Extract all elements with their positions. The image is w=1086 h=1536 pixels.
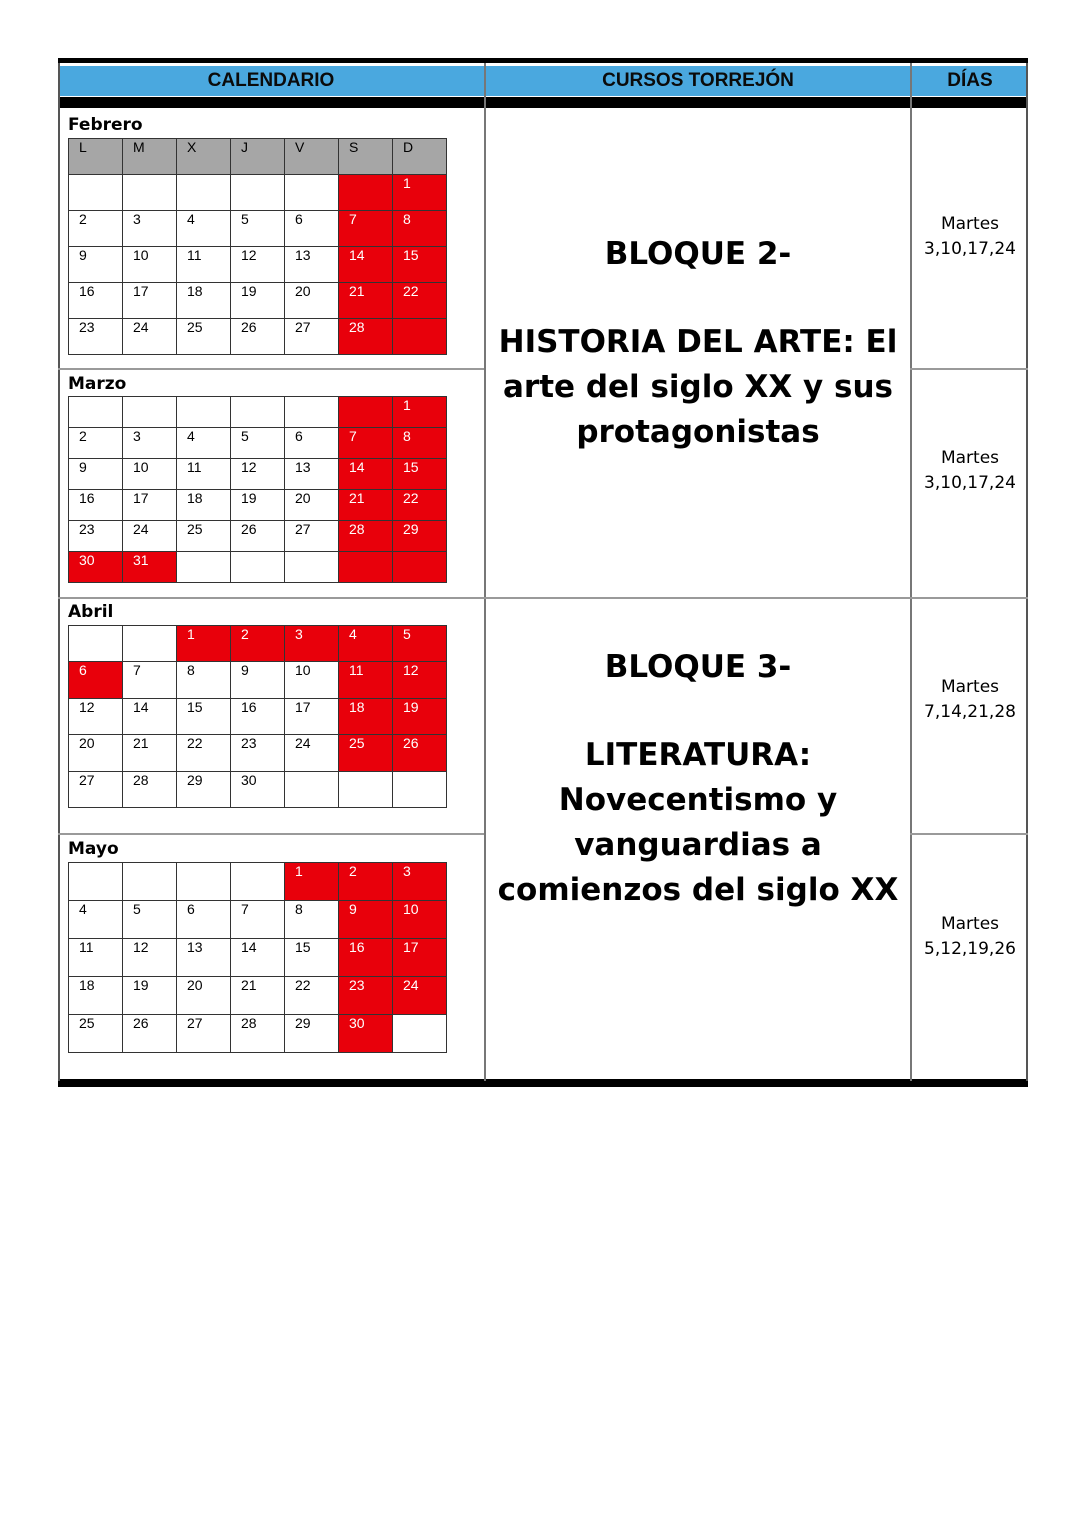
calendar-day: 7 bbox=[339, 211, 393, 247]
calendar-day: 30 bbox=[339, 1015, 393, 1053]
weekday-header: S bbox=[339, 139, 393, 175]
calendar-day: 14 bbox=[339, 247, 393, 283]
calendar-day: 30 bbox=[231, 771, 285, 807]
calendar-day: 12 bbox=[123, 939, 177, 977]
calendar-day bbox=[393, 771, 447, 807]
calendar-day: 7 bbox=[339, 428, 393, 459]
dias-dates: 7,14,21,28 bbox=[924, 702, 1016, 722]
calendar-day: 6 bbox=[285, 211, 339, 247]
header-dias: DÍAS bbox=[912, 66, 1028, 96]
calendar-day: 26 bbox=[123, 1015, 177, 1053]
calendar-day: 4 bbox=[339, 626, 393, 662]
row-divider bbox=[910, 833, 1028, 835]
bloque-3-line: LITERATURA: bbox=[584, 737, 812, 773]
calendar-day: 27 bbox=[285, 319, 339, 355]
calendar-day: 25 bbox=[177, 319, 231, 355]
month-name-abril: Abril bbox=[68, 602, 114, 622]
calendar-day bbox=[177, 397, 231, 428]
calendar-day: 3 bbox=[123, 211, 177, 247]
dias-dates: 3,10,17,24 bbox=[924, 473, 1016, 493]
calendar-day bbox=[393, 1015, 447, 1053]
bloque-3-line: vanguardias a bbox=[574, 827, 822, 863]
calendar-day: 16 bbox=[231, 698, 285, 734]
calendar-day: 28 bbox=[123, 771, 177, 807]
calendar-day: 4 bbox=[69, 901, 123, 939]
calendar-day: 22 bbox=[285, 977, 339, 1015]
month-name-marzo: Marzo bbox=[68, 374, 127, 394]
month-name-mayo: Mayo bbox=[68, 839, 119, 859]
calendar-day: 30 bbox=[69, 552, 123, 583]
dias-febrero bbox=[912, 212, 1028, 262]
calendar-day: 8 bbox=[177, 662, 231, 698]
calendar-day: 17 bbox=[285, 698, 339, 734]
calendar-day bbox=[69, 863, 123, 901]
calendar-day: 16 bbox=[69, 283, 123, 319]
dias-label: Martes bbox=[940, 914, 1000, 934]
calendar-day: 24 bbox=[393, 977, 447, 1015]
weekday-header: V bbox=[285, 139, 339, 175]
calendar-day: 26 bbox=[231, 521, 285, 552]
calendar-day bbox=[69, 626, 123, 662]
calendar-day bbox=[177, 175, 231, 211]
calendar-mayo bbox=[68, 862, 447, 1053]
calendar-day: 8 bbox=[393, 428, 447, 459]
calendar-day: 26 bbox=[393, 735, 447, 771]
calendar-day: 11 bbox=[339, 662, 393, 698]
calendar-day: 5 bbox=[231, 428, 285, 459]
bloque-2-subtitle bbox=[486, 320, 910, 455]
calendar-day: 28 bbox=[339, 521, 393, 552]
calendar-day: 19 bbox=[123, 977, 177, 1015]
top-border bbox=[58, 58, 1028, 63]
weekday-header: L bbox=[69, 139, 123, 175]
dias-label: Martes bbox=[940, 677, 1000, 697]
calendar-day: 9 bbox=[69, 247, 123, 283]
calendar-day: 14 bbox=[123, 698, 177, 734]
calendar-day bbox=[393, 319, 447, 355]
weekday-header: J bbox=[231, 139, 285, 175]
calendar-day: 25 bbox=[339, 735, 393, 771]
calendar-day: 7 bbox=[123, 662, 177, 698]
dias-mayo bbox=[912, 912, 1028, 962]
calendar-day: 23 bbox=[339, 977, 393, 1015]
calendar-day: 21 bbox=[339, 490, 393, 521]
weekday-header: D bbox=[393, 139, 447, 175]
calendar-day: 19 bbox=[231, 283, 285, 319]
calendar-day: 29 bbox=[285, 1015, 339, 1053]
calendar-day: 22 bbox=[393, 490, 447, 521]
calendar-day: 3 bbox=[285, 626, 339, 662]
calendar-day: 12 bbox=[69, 698, 123, 734]
calendar-day: 24 bbox=[123, 319, 177, 355]
calendar-day bbox=[339, 397, 393, 428]
header-calendario: CALENDARIO bbox=[58, 66, 484, 96]
calendar-day bbox=[339, 175, 393, 211]
calendar-day: 31 bbox=[123, 552, 177, 583]
calendar-day: 10 bbox=[285, 662, 339, 698]
calendar-day: 2 bbox=[69, 428, 123, 459]
calendar-day: 5 bbox=[231, 211, 285, 247]
calendar-day: 11 bbox=[69, 939, 123, 977]
calendar-day: 18 bbox=[177, 283, 231, 319]
row-divider bbox=[58, 833, 484, 835]
calendar-day: 18 bbox=[339, 698, 393, 734]
calendar-day: 19 bbox=[393, 698, 447, 734]
calendar-day bbox=[123, 626, 177, 662]
calendar-day: 11 bbox=[177, 247, 231, 283]
calendar-marzo bbox=[68, 396, 447, 583]
calendar-day: 12 bbox=[393, 662, 447, 698]
dias-dates: 3,10,17,24 bbox=[924, 239, 1016, 259]
calendar-day: 10 bbox=[123, 247, 177, 283]
calendar-day: 28 bbox=[231, 1015, 285, 1053]
calendar-febrero bbox=[68, 138, 447, 355]
calendar-day: 8 bbox=[393, 211, 447, 247]
calendar-day: 1 bbox=[177, 626, 231, 662]
calendar-day: 13 bbox=[177, 939, 231, 977]
calendar-day: 15 bbox=[285, 939, 339, 977]
bottom-border bbox=[58, 1079, 1028, 1087]
calendar-day: 20 bbox=[285, 490, 339, 521]
calendar-day: 4 bbox=[177, 428, 231, 459]
calendar-day: 5 bbox=[393, 626, 447, 662]
bloque-3-line: comienzos del siglo XX bbox=[497, 872, 899, 908]
bloque-2-line: HISTORIA DEL ARTE: El bbox=[498, 324, 898, 360]
calendar-day: 6 bbox=[177, 901, 231, 939]
calendar-day: 3 bbox=[393, 863, 447, 901]
calendar-day bbox=[231, 175, 285, 211]
calendar-day bbox=[123, 175, 177, 211]
calendar-day: 21 bbox=[231, 977, 285, 1015]
weekday-header: X bbox=[177, 139, 231, 175]
calendar-day: 9 bbox=[231, 662, 285, 698]
calendar-day: 8 bbox=[285, 901, 339, 939]
dias-label: Martes bbox=[940, 214, 1000, 234]
calendar-day: 18 bbox=[177, 490, 231, 521]
calendar-day bbox=[123, 863, 177, 901]
header-cursos: CURSOS TORREJÓN bbox=[486, 66, 910, 96]
calendar-day: 9 bbox=[339, 901, 393, 939]
bloque-3-title: BLOQUE 3- bbox=[604, 649, 792, 685]
calendar-day bbox=[285, 552, 339, 583]
calendar-day: 6 bbox=[285, 428, 339, 459]
calendar-day: 9 bbox=[69, 459, 123, 490]
calendar-day: 14 bbox=[339, 459, 393, 490]
calendar-day: 6 bbox=[69, 662, 123, 698]
row-divider bbox=[910, 368, 1028, 370]
dias-label: Martes bbox=[940, 448, 1000, 468]
calendar-day: 29 bbox=[177, 771, 231, 807]
calendar-day: 27 bbox=[285, 521, 339, 552]
calendar-day: 11 bbox=[177, 459, 231, 490]
calendar-day: 17 bbox=[123, 283, 177, 319]
calendar-day: 15 bbox=[393, 247, 447, 283]
dias-dates: 5,12,19,26 bbox=[924, 939, 1016, 959]
calendar-day: 22 bbox=[393, 283, 447, 319]
calendar-day: 3 bbox=[123, 428, 177, 459]
row-divider bbox=[58, 368, 484, 370]
bloque-2 bbox=[486, 232, 910, 455]
calendar-day: 29 bbox=[393, 521, 447, 552]
calendar-day: 28 bbox=[339, 319, 393, 355]
row-divider bbox=[58, 597, 1028, 599]
bloque-3 bbox=[486, 645, 910, 913]
bloque-3-subtitle bbox=[486, 733, 910, 913]
dias-abril bbox=[912, 675, 1028, 725]
calendar-day: 1 bbox=[393, 397, 447, 428]
calendar-day bbox=[69, 397, 123, 428]
calendar-day: 10 bbox=[123, 459, 177, 490]
calendar-day: 4 bbox=[177, 211, 231, 247]
calendar-day: 22 bbox=[177, 735, 231, 771]
calendar-day: 12 bbox=[231, 459, 285, 490]
calendar-day: 2 bbox=[339, 863, 393, 901]
calendar-day bbox=[177, 863, 231, 901]
calendar-day: 2 bbox=[231, 626, 285, 662]
calendar-day: 13 bbox=[285, 459, 339, 490]
calendar-day: 2 bbox=[69, 211, 123, 247]
calendar-day: 26 bbox=[231, 319, 285, 355]
calendar-day: 16 bbox=[339, 939, 393, 977]
calendar-day: 12 bbox=[231, 247, 285, 283]
calendar-day: 20 bbox=[177, 977, 231, 1015]
calendar-day: 5 bbox=[123, 901, 177, 939]
calendar-day: 20 bbox=[69, 735, 123, 771]
calendar-day: 21 bbox=[123, 735, 177, 771]
bloque-2-title: BLOQUE 2- bbox=[604, 236, 792, 272]
calendar-abril bbox=[68, 625, 447, 808]
calendar-day: 23 bbox=[69, 521, 123, 552]
calendar-day: 14 bbox=[231, 939, 285, 977]
calendar-day: 25 bbox=[177, 521, 231, 552]
calendar-day: 17 bbox=[393, 939, 447, 977]
calendar-day: 27 bbox=[177, 1015, 231, 1053]
calendar-day: 27 bbox=[69, 771, 123, 807]
calendar-day: 16 bbox=[69, 490, 123, 521]
calendar-day: 21 bbox=[339, 283, 393, 319]
column-divider bbox=[484, 63, 486, 1081]
calendar-day bbox=[177, 552, 231, 583]
column-divider bbox=[58, 63, 60, 1081]
calendar-day: 10 bbox=[393, 901, 447, 939]
calendar-day: 15 bbox=[177, 698, 231, 734]
calendar-day: 1 bbox=[285, 863, 339, 901]
calendar-day: 23 bbox=[231, 735, 285, 771]
bloque-2-line: arte del siglo XX y sus bbox=[502, 369, 894, 405]
header-bottom-border bbox=[58, 97, 1028, 108]
month-name-febrero: Febrero bbox=[68, 115, 143, 135]
calendar-day bbox=[393, 552, 447, 583]
calendar-day bbox=[123, 397, 177, 428]
calendar-day: 15 bbox=[393, 459, 447, 490]
calendar-day: 17 bbox=[123, 490, 177, 521]
bloque-3-line: Novecentismo y bbox=[558, 782, 838, 818]
calendar-day bbox=[285, 771, 339, 807]
calendar-day bbox=[339, 552, 393, 583]
calendar-day bbox=[69, 175, 123, 211]
bloque-2-line: protagonistas bbox=[576, 414, 820, 450]
calendar-day bbox=[231, 863, 285, 901]
calendar-day: 24 bbox=[123, 521, 177, 552]
calendar-day bbox=[231, 397, 285, 428]
calendar-day: 23 bbox=[69, 319, 123, 355]
calendar-day bbox=[231, 552, 285, 583]
calendar-day: 7 bbox=[231, 901, 285, 939]
calendar-day bbox=[285, 397, 339, 428]
calendar-day: 24 bbox=[285, 735, 339, 771]
calendar-day bbox=[339, 771, 393, 807]
calendar-day: 1 bbox=[393, 175, 447, 211]
dias-marzo bbox=[912, 446, 1028, 496]
weekday-header: M bbox=[123, 139, 177, 175]
calendar-day: 18 bbox=[69, 977, 123, 1015]
calendar-day: 25 bbox=[69, 1015, 123, 1053]
calendar-day: 19 bbox=[231, 490, 285, 521]
calendar-day: 13 bbox=[285, 247, 339, 283]
calendar-day: 20 bbox=[285, 283, 339, 319]
calendar-day bbox=[285, 175, 339, 211]
